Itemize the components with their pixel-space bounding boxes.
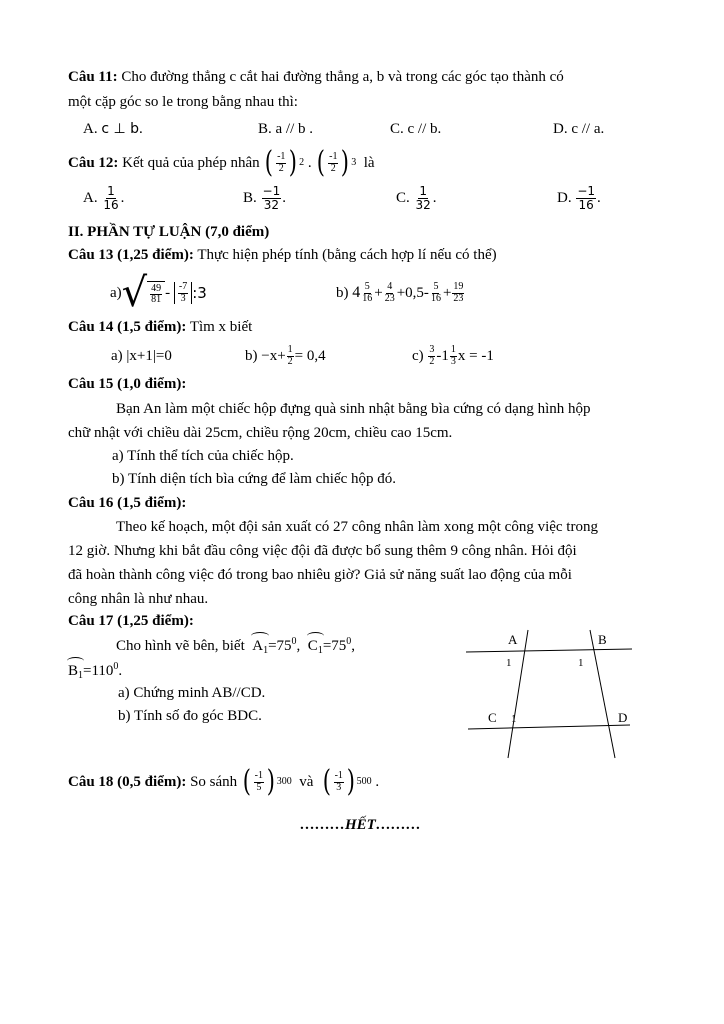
q13-text: Thực hiện phép tính (bằng cách hợp lí nếu có thể) (197, 247, 497, 263)
q13-part-b: b) 4 $\frac{5}{16}$ + $\frac{4}{23}$ +0,5- $\frac{5}{16}$ + $\frac{19}{23}$ (336, 281, 464, 304)
end-marker: ………HẾT……… (300, 817, 421, 833)
label-d: D (618, 710, 628, 725)
q13-b-label: b) (336, 285, 349, 301)
q12-fraction-2: $\frac{-1}{2}$ (329, 151, 338, 174)
q11-option-a-label: A. (83, 121, 98, 137)
angle-b1: $B_1$ (68, 663, 84, 681)
q14-text: Tìm x biết (189, 319, 253, 335)
q18-exp-2: 500 (356, 776, 372, 787)
q14-line (68, 318, 252, 336)
q11-option-a (83, 120, 143, 138)
q16-line3: đã hoàn thành công việc đó trong bao nhiêu giờ? Giả sử năng suất lao động của mỗi (68, 567, 572, 583)
q17-part-a: a) Chứng minh AB//CD. (118, 685, 266, 701)
q12-dot: . (307, 155, 312, 171)
q12-label: Câu 12: (68, 155, 119, 171)
q17-label: Câu 17 (1,25 điểm): (68, 613, 194, 629)
q12-exp-1: 2 (299, 157, 305, 168)
q15-part-b: b) Tính diện tích bìa cứng để làm chiếc hộp đó. (112, 471, 397, 487)
q13-part-a: a) √ $\frac{49}{81}$ - $\frac{-7}{3}$ :3 (110, 270, 207, 316)
q18-and: và (299, 774, 314, 790)
label-c: C (488, 710, 497, 725)
q17-figure (460, 625, 640, 765)
q15-line1: Bạn An làm một chiếc hộp đựng quà sinh nhật bằng bìa cứng có dạng hình hộp (116, 401, 591, 417)
label-a1: 1 (506, 657, 512, 669)
label-b1: 1 (578, 657, 584, 669)
line-ac (508, 630, 528, 758)
q17-given-line2: $B_1=110^0$. (68, 661, 123, 681)
q12-option-c: C. $\frac{1}{32}$ . (396, 184, 437, 212)
q18-text: So sánh (190, 774, 238, 790)
q12-text: Kết quả của phép nhân (122, 155, 260, 171)
label-a: A (508, 632, 518, 647)
q14-part-c: c) $\frac{3}{2}$ -1 $\frac{1}{3}$ x = -1 (412, 344, 494, 367)
q17-part-b: b) Tính số đo góc BDC. (118, 708, 262, 724)
q11-option-b: B. a // b . (258, 121, 313, 137)
q12-exp-2: 3 (351, 157, 357, 168)
q16-label: Câu 16 (1,5 điểm): (68, 495, 187, 511)
q18-fraction-2: $\frac{-1}{3}$ (334, 770, 343, 793)
q11-option-a-text: c ⊥ b (101, 121, 140, 137)
q13-a-label: a) (110, 285, 122, 301)
q12-line: Câu 12: Kết quả của phép nhân ( $\frac{-1}{2}$ ) 2 . ( $\frac{-1}{2}$ ) 3 là (68, 145, 375, 180)
q13-abs: $\frac{-7}{3}$ (174, 282, 192, 304)
q16-line4: công nhân là như nhau. (68, 591, 209, 607)
section-title: II. PHẦN TỰ LUẬN (7,0 điểm) (68, 224, 270, 240)
q11-option-a-end: . (139, 121, 143, 137)
q18-fraction-1: $\frac{-1}{5}$ (254, 770, 263, 793)
q14-part-a: a) |x+1|=0 (111, 348, 172, 364)
q11-line1 (68, 68, 564, 86)
q16-line1: Theo kế hoạch, một đội sản xuất có 27 công nhân làm xong một công việc trong (116, 519, 598, 535)
q12-option-a: A. $\frac{1}{16}$ . (83, 184, 125, 212)
angle-a1: $A_1$ (252, 638, 269, 656)
q11-text1: Cho đường thẳng c cắt hai đường thẳng a, b và trong các góc tạo thành có (121, 69, 564, 85)
q12-option-d: D. $\frac{-1}{16}$ . (557, 184, 601, 212)
q13-sqrt: √ $\frac{49}{81}$ (122, 273, 166, 313)
q13-label: Câu 13 (1,25 điểm): (68, 247, 194, 263)
q17-given-line: Cho hình vẽ bên, biết $A_1=75^0$, $C_1=75^0$, (116, 636, 356, 656)
q18-line: Câu 18 (0,5 điểm): So sánh ( $\frac{-1}{5}$ ) 300 và ( $\frac{-1}{3}$ ) 500 . (68, 764, 380, 799)
q12-tail: là (363, 155, 375, 171)
line-ab (466, 649, 632, 652)
line-cd (468, 725, 630, 729)
q14-label: Câu 14 (1,5 điểm): (68, 319, 187, 335)
q18-label: Câu 18 (0,5 điểm): (68, 774, 187, 790)
q18-exp-1: 300 (276, 776, 292, 787)
label-b: B (598, 632, 607, 647)
q11-label: Câu 11: (68, 69, 118, 85)
q15-label: Câu 15 (1,0 điểm): (68, 376, 187, 392)
q18-end: . (375, 774, 380, 790)
q11-text2: một cặp góc so le trong bằng nhau thì: (68, 94, 298, 110)
q15-line2: chữ nhật với chiều dài 25cm, chiều rộng 20cm, chiều cao 15cm. (68, 425, 453, 441)
q12-option-b: B. $\frac{-1}{32}$ . (243, 184, 286, 212)
q13-line (68, 246, 497, 264)
q11-option-d: D. c // a. (553, 121, 605, 137)
q16-line2: 12 giờ. Nhưng khi bắt đầu công việc đội đã được bổ sung thêm 9 công nhân. Hỏi đội (68, 543, 577, 559)
label-c1: 1 (511, 713, 517, 725)
q12-fraction-1: $\frac{-1}{2}$ (277, 151, 286, 174)
q13-a-tail: :3 (192, 284, 207, 302)
q15-part-a: a) Tính thể tích của chiếc hộp. (112, 448, 294, 464)
angle-c1: $C_1$ (307, 638, 323, 656)
q11-option-c: C. c // b. (390, 121, 442, 137)
q14-part-b: b) −x+ $\frac{1}{2}$ = 0,4 (245, 344, 326, 367)
